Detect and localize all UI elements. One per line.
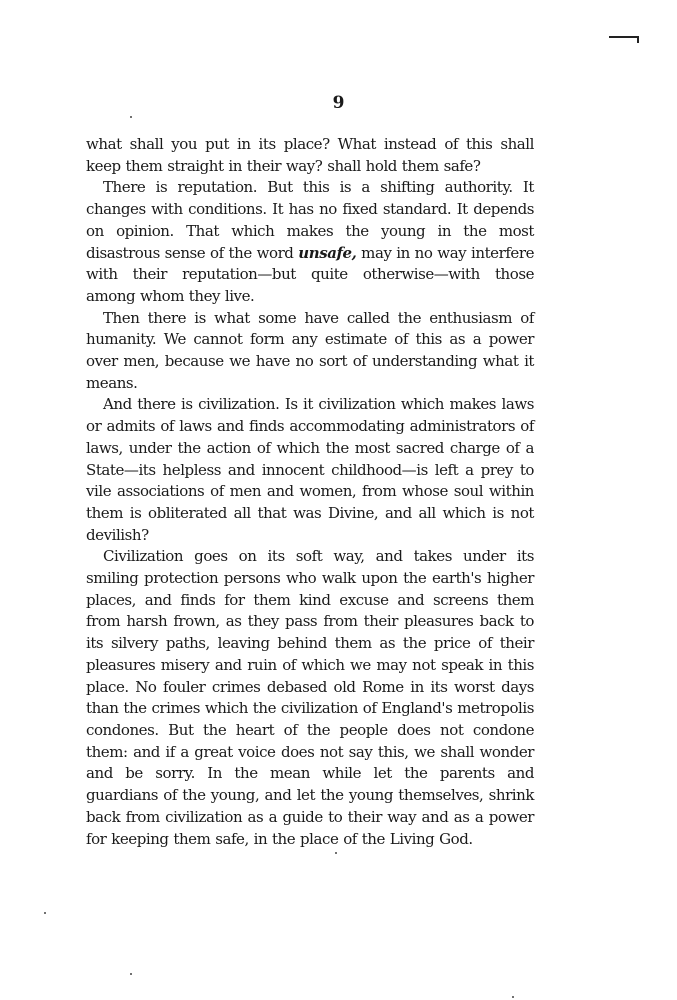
paragraph-text: Civilization goes on its soft way, and takes under its smiling protection persons who walk upon the earth's higher places, and finds for them kind excuse and screens them from harsh frown, as they pass from their pleasures back to its silvery paths, leaving behind them as the price of their pleasures misery and ruin of which we may not speak in this place. No fouler crimes debased old Rome in its worst days than the crimes which the civilization of England's metropolis condones. But the heart of the people does not condone them: and if a great voice does not say this, we shall wonder and be sorry. In the mean while let the parents and guardians of the young, and let the young themselves, shrink back from civilization as a guide to their way and as a power for keeping them safe, in the place of the Living God. (86, 547, 534, 848)
paragraph-text: Then there is what some have called the enthusiasm of humanity. We cannot form any estimate of this as a power over men, because we have no sort of understanding what it means. (86, 308, 534, 392)
paragraph-text: may in no way interfere with their reputation—but quite otherwise—with those among whom they live. (86, 243, 534, 305)
scan-speck (512, 996, 514, 998)
paragraph-civilization-critique (86, 546, 534, 850)
scan-speck (130, 116, 132, 118)
paragraph-text: And there is civilization. Is it civilization which makes laws or admits of laws and finds accommodating administrators of laws, under the action of which the most sacred charge of a State—its helpless and innocent childhood—is left a prey to vile associations of men and women, from whose soul within them is obliterated all that was Divine, and all which is not devilish? (86, 395, 534, 544)
paragraph-continuation (86, 134, 534, 177)
paragraph-text: what shall you put in its place? What instead of this shall keep them straight in their way? shall hold them safe? (86, 135, 534, 175)
paragraph-civilization-question (86, 394, 534, 546)
scan-speck (335, 852, 337, 854)
emphasized-word: unsafe, (298, 243, 357, 262)
corner-bracket-mark (609, 36, 639, 38)
page-number: 9 (332, 93, 345, 113)
paragraph-text: There is reputation. But this is a shifting authority. It changes with conditions. It has no fixed standard. It depends on opinion. That which makes the young in the most disastrous sense of the word (86, 178, 534, 262)
body-text (86, 134, 534, 850)
paragraph-reputation (86, 177, 534, 307)
scan-speck (130, 973, 132, 975)
scan-speck (44, 912, 46, 914)
paragraph-enthusiasm (86, 308, 534, 395)
